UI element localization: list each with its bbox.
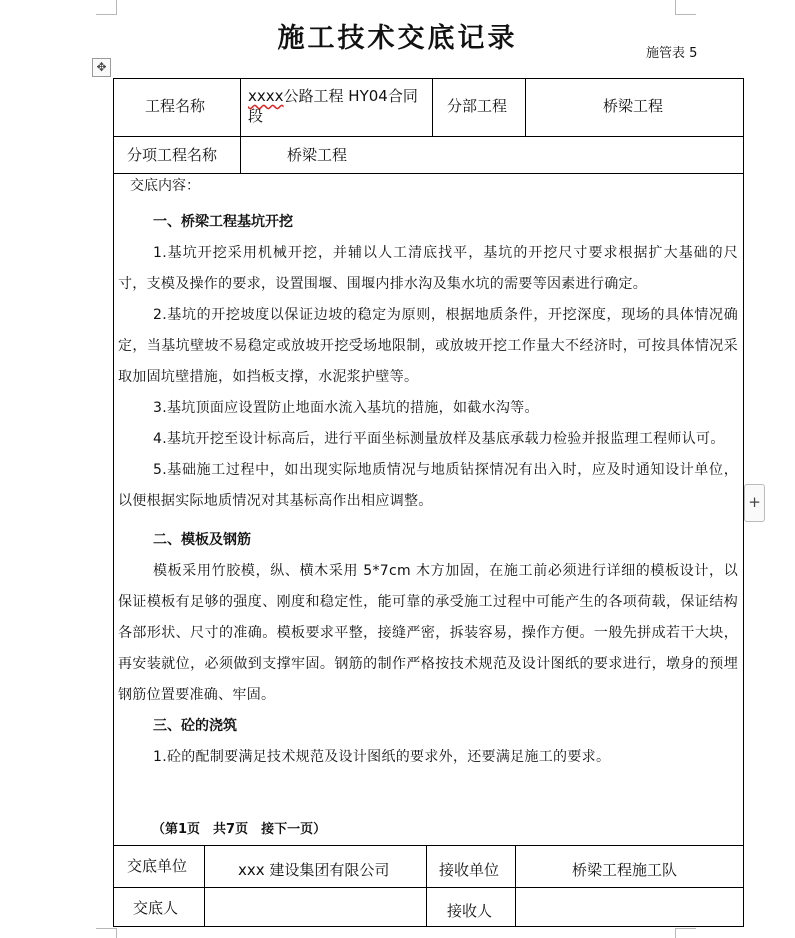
row-divider [113,887,744,888]
add-row-button[interactable]: + [744,484,765,522]
section-paragraph: 模板采用竹胶模，纵、横木采用 5*7cm 木方加固，在施工前必须进行详细的模板设计，以保证模板有足够的强度、刚度和稳定性，能可靠的承受施工过程中可能产生的各项荷载，保证结构各部形状、尺寸的准确。模板要求平整，接缝严密，拆装容易，操作方便。一般先拼成若干大块，再安装就位，必须做到支撑牢固。钢筋的制作严格按技术规范及设计图纸的要求进行，墩身的预埋钢筋位置要准确、牢固。 [118,563,738,703]
section-title: 二、模板及钢筋 [153,532,251,548]
crop-mark-top-left [96,0,117,15]
project-name-value[interactable] [248,86,428,126]
section-title: 三、砼的浇筑 [153,718,237,734]
project-name-rest: 公路工程 HY04合同段 [248,87,418,125]
section-paragraph: 5.基础施工过程中，如出现实际地质情况与地质钻探情况有出入时，应及时通知设计单位，以便根据实际地质情况对其基标高作出相应调整。 [118,462,738,509]
column-divider [515,845,516,927]
content-heading: 交底内容： [130,178,200,194]
column-divider [204,845,205,927]
division-value[interactable]: 桥梁工程 [603,97,664,115]
column-divider [432,78,433,136]
section-paragraph: 4.基坑开挖至设计标高后，进行平面坐标测量放样及基底承载力检验并报监理工程师认可。 [153,431,725,447]
form-number: 施管表 5 [646,46,698,61]
section-paragraph: 2.基坑的开挖坡度以保证边坡的稳定为原则，根据地质条件，开挖深度，现场的具体情况确定，当基坑壁坡不易稳定或放坡开挖受场地限制，或放坡开挖工作量大不经济时，可按具体情况采取加固坑壁措施，如挡板支撑，水泥浆护壁等。 [118,307,738,385]
project-name-prefix: xxxx [248,87,284,105]
section-paragraph: 1.砼的配制要满足技术规范及设计图纸的要求外，还要满足施工的要求。 [153,749,611,765]
document-title: 施工技术交底记录 [277,23,518,54]
row-divider [113,173,744,174]
disclosure-content[interactable] [118,176,738,773]
receiver-label: 接收单位 [439,861,500,879]
row-divider [113,845,744,846]
table-move-handle-icon[interactable]: ✥ [92,58,111,77]
project-name-label: 工程名称 [145,97,206,115]
page-note: （第1页 共7页 接下一页） [152,822,327,837]
section-paragraph: 1.基坑开挖采用机械开挖，并辅以人工清底找平，基坑的开挖尺寸要求根据扩大基础的尺寸，支模及操作的要求，设置围堰、围堰内排水沟及集水坑的需要等因素进行确定。 [118,245,738,292]
issuer-label: 交底单位 [127,857,188,875]
subitem-label: 分项工程名称 [127,146,218,164]
section-title: 一、桥梁工程基坑开挖 [153,214,293,230]
column-divider [240,78,241,173]
receiver-value[interactable]: 桥梁工程施工队 [572,861,678,879]
column-divider [426,845,427,927]
crop-mark-top-right [675,0,696,15]
receiver-person-label: 接收人 [447,902,493,920]
division-label: 分部工程 [447,97,508,115]
section-paragraph: 3.基坑顶面应设置防止地面水流入基坑的措施，如截水沟等。 [153,400,539,416]
column-divider [525,78,526,136]
row-divider [113,136,744,137]
issuer-value[interactable]: xxx 建设集团有限公司 [238,861,390,879]
issuer-person-label: 交底人 [133,899,179,917]
subitem-value[interactable]: 桥梁工程 [287,146,348,164]
